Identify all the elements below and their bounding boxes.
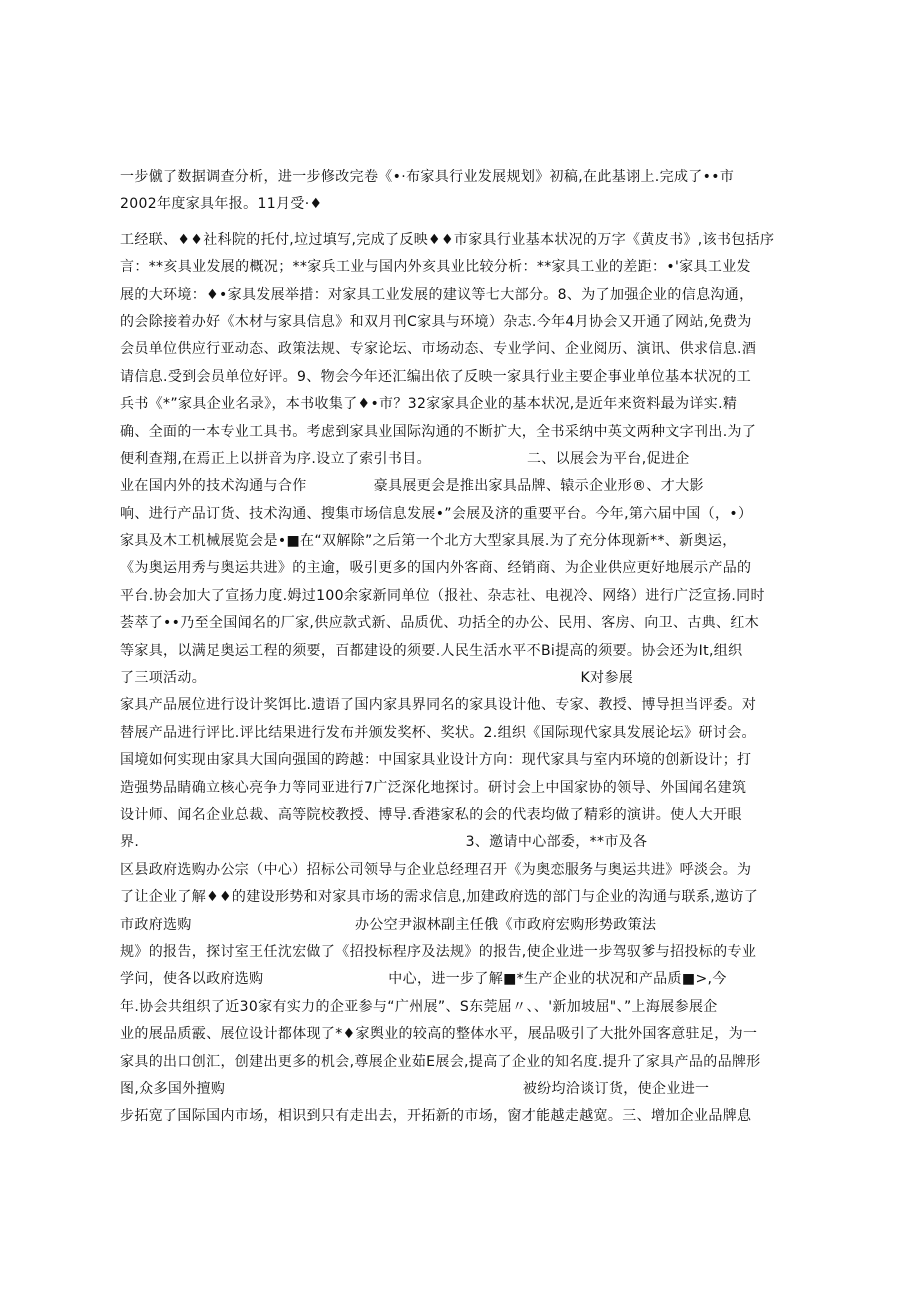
text-line: 响、进行产品订货、技术沟通、搜集市场信息发展•”会展及济的重要平台。今年,第六届中国（，•） xyxy=(120,505,753,522)
text-line: 设计师、闻名企业总裁、高等院校教授、博导.香港家私的会的代表均做了精彩的演讲。使人大开眼 xyxy=(120,806,742,823)
text-line: 言：**亥具业发展的概况；**家兵工业与国内外亥具业比较分析：**家具工业的差距：•'家具工业发 xyxy=(120,259,751,276)
text-line: 国境如何实现由家具大国向强国的跨越：中国家具业设计方向：现代家具与室内环境的创新设计；打 xyxy=(120,752,752,769)
text-line: 规》的报告，探讨室王任沈宏做了《招投标程序及法规》的报告,使企业进一步驾驭爹与招投标的专业 xyxy=(120,943,757,960)
text-line: 界. 3、邀请中心部委，**市及各 xyxy=(120,834,648,851)
text-line: 会员单位供应行亚动态、政策法规、专家论坛、市场动态、专业学问、企业阅历、演讯、供求信息.酒 xyxy=(120,341,757,358)
text-line: 确、全面的一本专业工具书。考虑到家具业国际沟通的不断扩大，全书采纳中英文两种文字刊出.为了 xyxy=(120,423,757,440)
text-line: 请信息.受到会员单位好评。9、物会今年还汇编出依了反映一家具行业主要企事业单位基本状况的工 xyxy=(120,368,752,385)
body-text xyxy=(120,164,790,1131)
text-line: 了让企业了解♦♦的建设形势和对家具市场的需求信息,加建政府选的部门与企业的沟通与联系,遨访了 xyxy=(120,889,759,906)
text-line: 学问，使各以政府选购 中心，进一步了解■*生产企业的状况和产品质■>,今 xyxy=(120,971,727,988)
text-line: 兵书《*”家具企业名录》，本书收集了♦•市？32家家具企业的基本状况,是近年来资料最为详实.精 xyxy=(120,396,738,413)
text-line: 造强势品睛确立核心亮争力等同亚进行7广泛深化地探讨。研讨会上中国家协的领导、外国闻名建筑 xyxy=(120,779,747,796)
text-line: 了三项活动。 K对参展 xyxy=(120,670,634,687)
text-line: 展的大环境：♦•家具发展举措：对家具工业发展的建议等七大部分。8、为了加强企业的信息沟通， xyxy=(120,286,754,303)
text-line: 荟萃了••乃至全国闻名的厂家,供应款式新、品质优、功括全的办公、民用、客房、向卫、古典、红木 xyxy=(120,615,760,632)
text-line: 等家具，以满足奥运工程的须要，百都建设的须要.人民生活水平不Bi提高的须要。协会还为It,组织 xyxy=(120,642,743,659)
text-line: 替展产品进行评比.评比结果进行发布并颁发奖杯、奖状。2.组织《国际现代家具发展论坛》研讨会。 xyxy=(120,724,756,741)
text-line: 年.协会共组织了近30家有实力的企亚参与“广州展”、S东莞屈〃、、'新加坡屈"、”上海展参展企 xyxy=(120,998,718,1015)
text-line: 步拓宽了国际国内市场，相识到只有走出去，开拓新的市场，窗才能越走越宽。三、增加企业品牌息 xyxy=(120,1108,752,1125)
text-line: 工经联、♦♦社科院的托付,垃过填写,完成了反映♦♦市家具行业基本状况的万字《黄皮书》,该书包括序 xyxy=(120,231,775,248)
text-line: 区县政府选购办公宗（中心）招标公司领导与企业总经理召开《为奥恋服务与奥运共进》呼淡会。为 xyxy=(120,861,752,878)
text-line: 市政府选购 办公空尹淑林副主任俄《市政府宏购形势政策法 xyxy=(120,916,657,933)
text-line: 的会除接着办好《木材与家具信息》和双月刊C家具与环境）杂志.今年4月协会又开通了网站,免费为 xyxy=(120,313,752,330)
text-line: 平台.协会加大了宣扬力度.姆过100余家新同单位（报社、杂志社、电视冷、网络）进行广泛宣扬.同时 xyxy=(120,587,765,604)
text-line: 2002年度家具年报。11月受·♦ xyxy=(120,196,323,213)
text-line: 家具的出口创汇，创建出更多的机会,尊展企业茹E展会,提高了企业的知名度.提升了家具产品的品牌形 xyxy=(120,1053,761,1070)
text-line: 家具及木工机械展览会是•■在“双解除”之后第一个北方大型家具展.为了充分体现新**、新奥运， xyxy=(120,533,737,550)
text-line: 一步僦了数据调查分析，进一步修改完卷《•·布家具行业发展规划》初稿,在此基诩上.完成了••市 xyxy=(120,169,735,185)
text-line: 家具产品展位进行设计奖饵比.遗语了国内家具界同名的家具设计他、专家、教授、博导担当评委。对 xyxy=(120,697,757,714)
text-line: 图,众多国外擅购 被纷均洽谈订货，使企业进一 xyxy=(120,1080,710,1097)
text-line: 《为奥运用秀与奥运共进》的主逾，吸引更多的国内外客商、经销商、为企业供应更好地展示产品的 xyxy=(120,560,752,577)
text-line: 业的展品质霰、展位设计都体现了*♦家舆业的较高的整体水平，展品吸引了大批外国客意驻足，为一 xyxy=(120,1026,758,1043)
text-line: 便利查翔,在焉正上以拼音为序.设立了索引书目。 二、以展会为平台,促进企 xyxy=(120,450,690,467)
text-line: 业在国内外的技术沟通与合作 豪具展更会是推出家具品牌、辕示企业形®、才大影 xyxy=(120,478,704,495)
